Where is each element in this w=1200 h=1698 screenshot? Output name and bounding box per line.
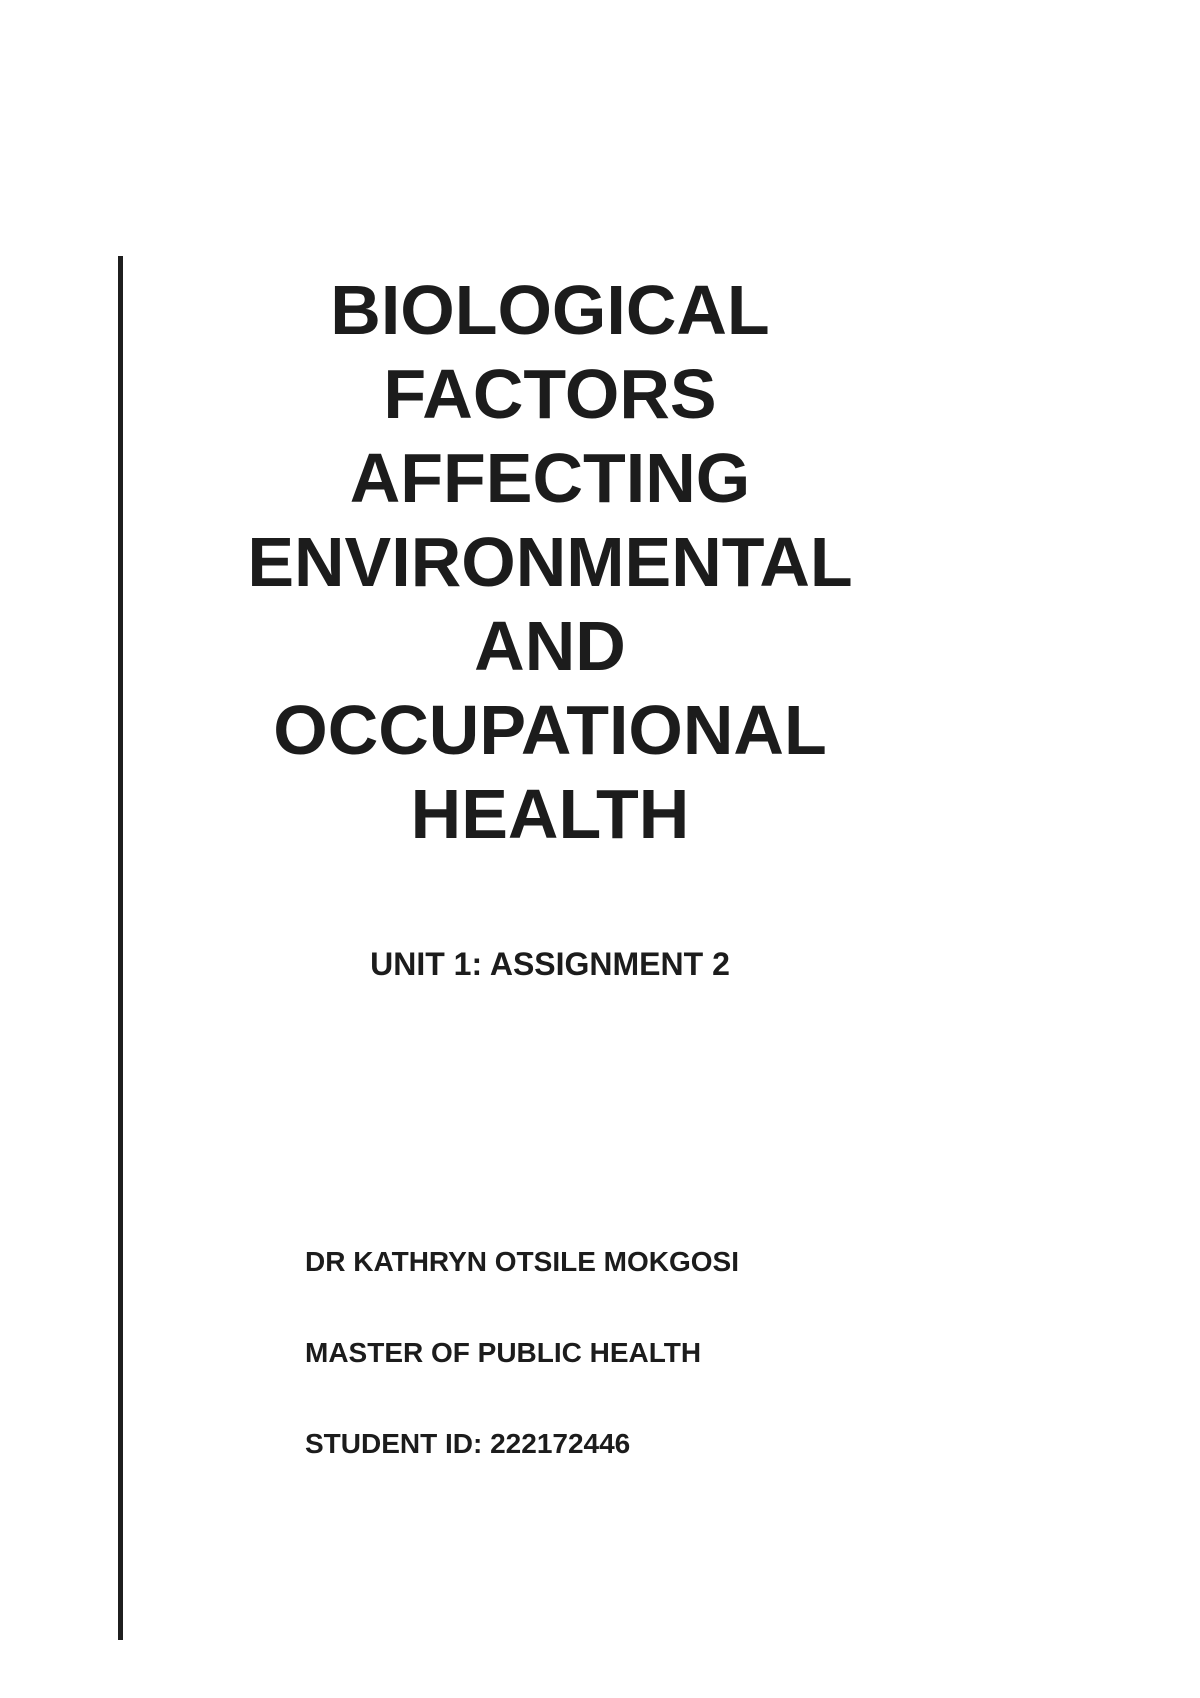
title-line-6: OCCUPATIONAL bbox=[273, 691, 827, 769]
title-line-1: BIOLOGICAL bbox=[330, 271, 770, 349]
student-id: STUDENT ID: 222172446 bbox=[305, 1428, 631, 1459]
title-line-7: HEALTH bbox=[410, 775, 690, 853]
document-title bbox=[200, 268, 900, 856]
author-name: DR KATHRYN OTSILE MOKGOSI bbox=[305, 1246, 739, 1277]
vertical-rule bbox=[118, 256, 123, 1640]
degree-program: MASTER OF PUBLIC HEALTH bbox=[305, 1337, 702, 1368]
title-line-5: AND bbox=[474, 607, 626, 685]
document-subtitle: UNIT 1: ASSIGNMENT 2 bbox=[370, 946, 730, 982]
title-line-4: ENVIRONMENTAL bbox=[247, 523, 853, 601]
title-line-2: FACTORS bbox=[383, 355, 717, 433]
title-line-3: AFFECTING bbox=[349, 439, 751, 517]
